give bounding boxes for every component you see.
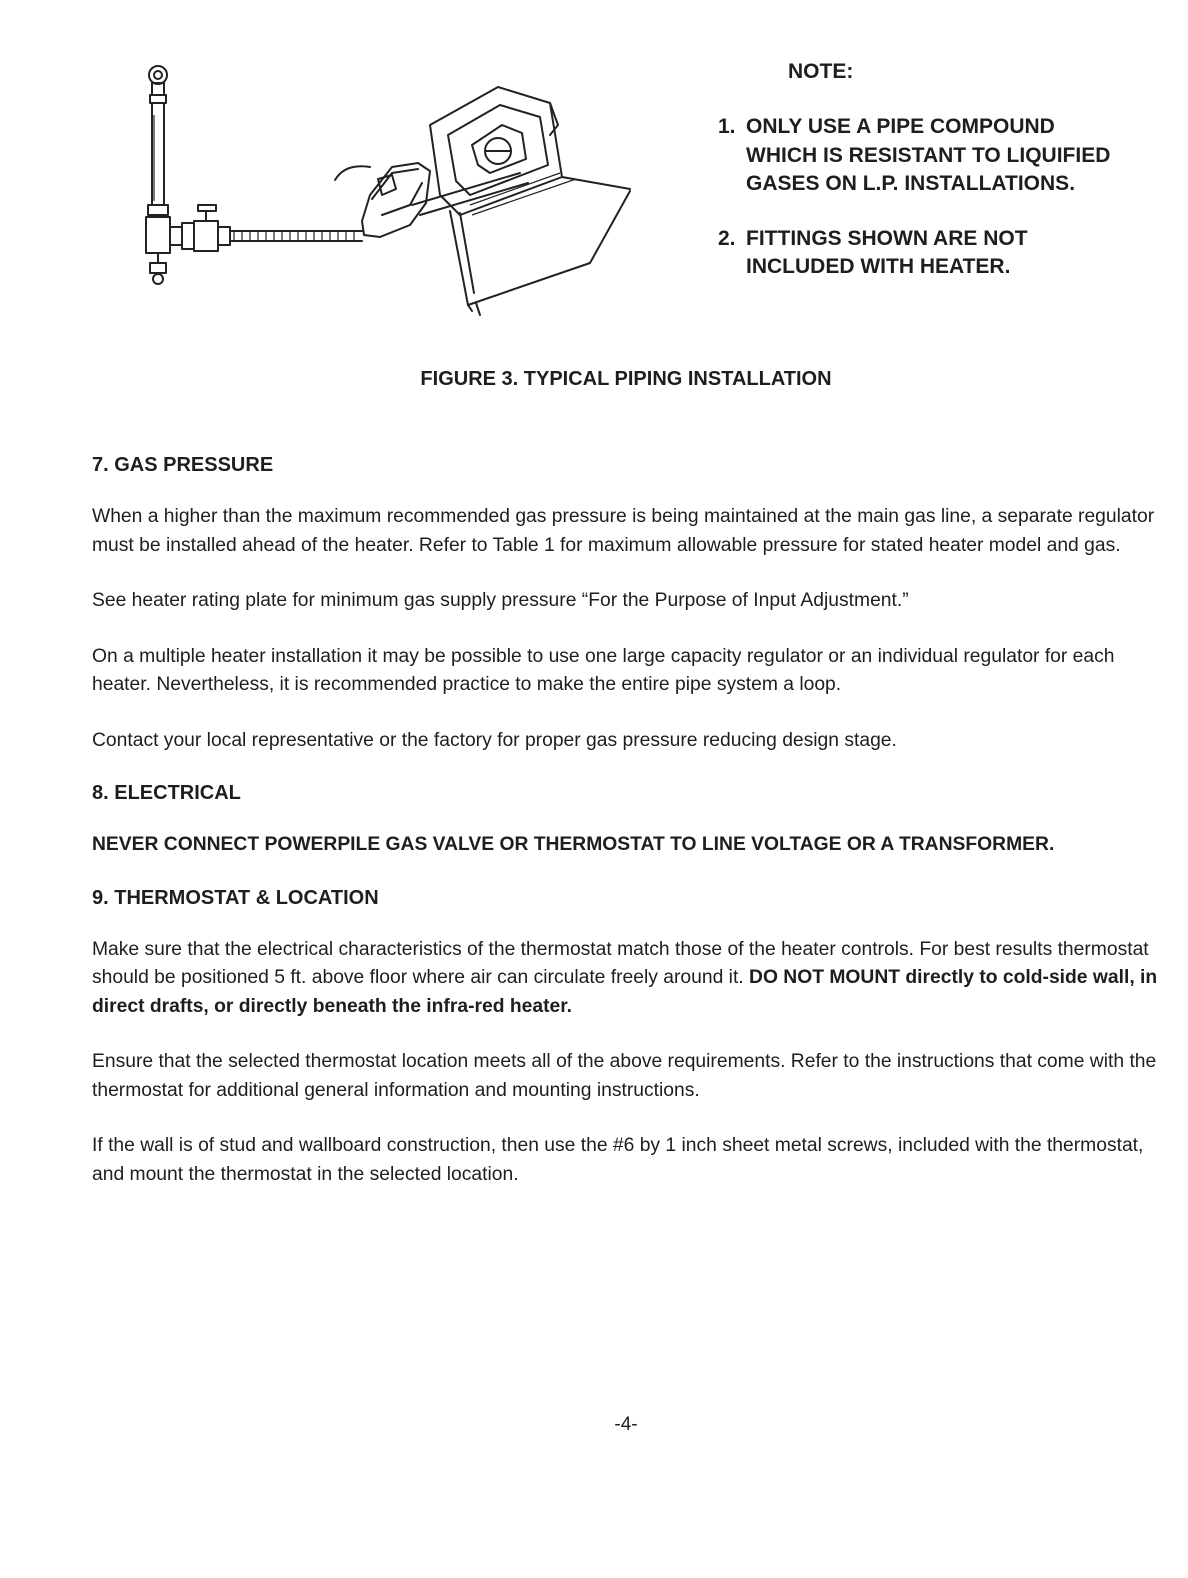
paragraph: See heater rating plate for minimum gas supply pressure “For the Purpose of Input Adjustment.”: [92, 590, 909, 611]
section-heading-electrical: 8. ELECTRICAL: [92, 782, 241, 804]
note-item-number: 2.: [718, 226, 736, 250]
electrical-warning: NEVER CONNECT POWERPILE GAS VALVE OR THERMOSTAT TO LINE VOLTAGE OR A TRANSFORMER.: [92, 834, 1055, 855]
note-item: [718, 225, 1148, 282]
manual-content: [92, 454, 1158, 1216]
note-title: NOTE:: [788, 60, 854, 83]
figure-caption: FIGURE 3. TYPICAL PIPING INSTALLATION: [420, 368, 832, 390]
paragraph: When a higher than the maximum recommended gas pressure is being maintained at the main gas line, a separate regulator must be installed ahead of the heater. Refer to Table 1 for maximum allowable pressure for stated heater model and gas.: [92, 506, 1155, 556]
note-item: [718, 113, 1148, 199]
thermostat-text: Make sure that the electrical characteristics of the thermostat match those of the heater controls. For best results thermostat should be positioned 5 ft. above floor where air can circulate freely around it.: [92, 938, 1149, 988]
section-heading-thermostat: 9. THERMOSTAT & LOCATION: [92, 886, 379, 909]
paragraph: Contact your local representative or the factory for proper gas pressure reducing design stage.: [92, 729, 897, 751]
note-item-number: 1.: [718, 115, 736, 138]
paragraph: Ensure that the selected thermostat location meets all of the above requirements. Refer to the instructions that come with the thermostat for additional general information and mounting instructions.: [92, 1051, 1157, 1101]
page-number: -4-: [614, 1414, 638, 1435]
note-item-text: ONLY USE A PIPE COMPOUND WHICH IS RESISTANT TO LIQUIFIED GASES ON L.P. INSTALLATIONS.: [746, 115, 1111, 195]
paragraph: On a multiple heater installation it may be possible to use one large capacity regulator or an individual regulator for each heater. Nevertheless, it is recommended practice to make the entire pipe system a loop.: [92, 645, 1115, 695]
note-list: [718, 113, 1148, 308]
thermostat-warning: DO NOT MOUNT directly to cold-side wall, in direct drafts, or directly beneath the infra-red heater.: [92, 967, 1158, 1017]
piping-installation-figure: [130, 55, 660, 325]
paragraph: [92, 936, 1158, 1022]
section-heading-gas-pressure: 7. GAS PRESSURE: [92, 454, 274, 476]
note-item-text: FITTINGS SHOWN ARE NOT INCLUDED WITH HEATER.: [746, 226, 1028, 278]
paragraph: If the wall is of stud and wallboard construction, then use the #6 by 1 inch sheet metal screws, included with the thermostat, and mount the thermostat in the selected location.: [92, 1135, 1144, 1185]
